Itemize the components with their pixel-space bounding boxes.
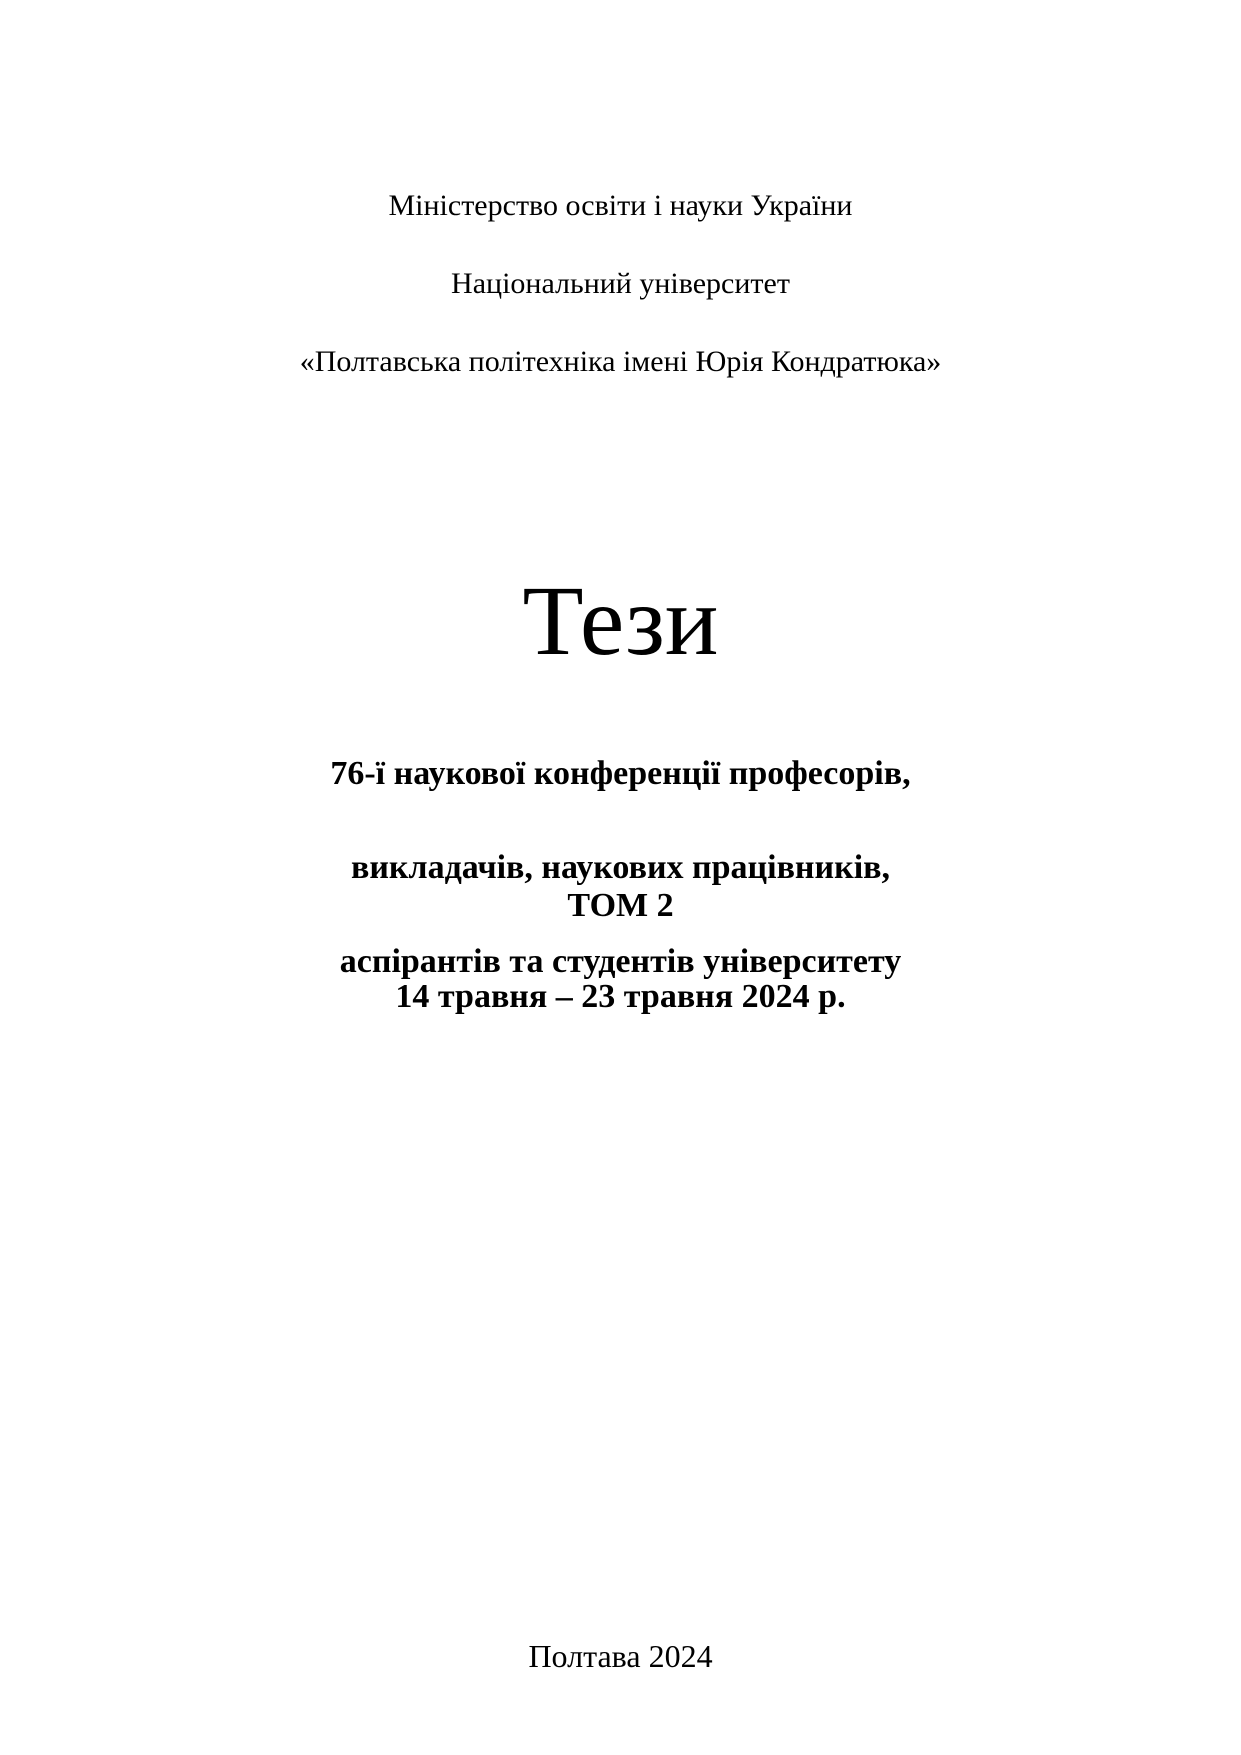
ministry-line: Міністерство освіти і науки України — [388, 189, 853, 222]
subtitle-line-1: 76-ї наукової конференції професорів, — [330, 755, 911, 792]
conference-dates: 14 травня – 23 травня 2024 р. — [395, 978, 846, 1015]
document-title: Тези — [522, 565, 719, 676]
volume-label: ТОМ 2 — [567, 887, 674, 924]
university-name-line: «Полтавська політехніка імені Юрія Кондратюка» — [299, 345, 942, 378]
university-line: Національний університет — [451, 267, 790, 300]
header-block — [0, 147, 1241, 420]
subtitle-line-3: аспірантів та студентів університету — [339, 943, 902, 980]
city-year-footer: Полтава 2024 — [528, 1638, 713, 1674]
subtitle-line-2: викладачів, наукових працівників, — [350, 849, 891, 886]
